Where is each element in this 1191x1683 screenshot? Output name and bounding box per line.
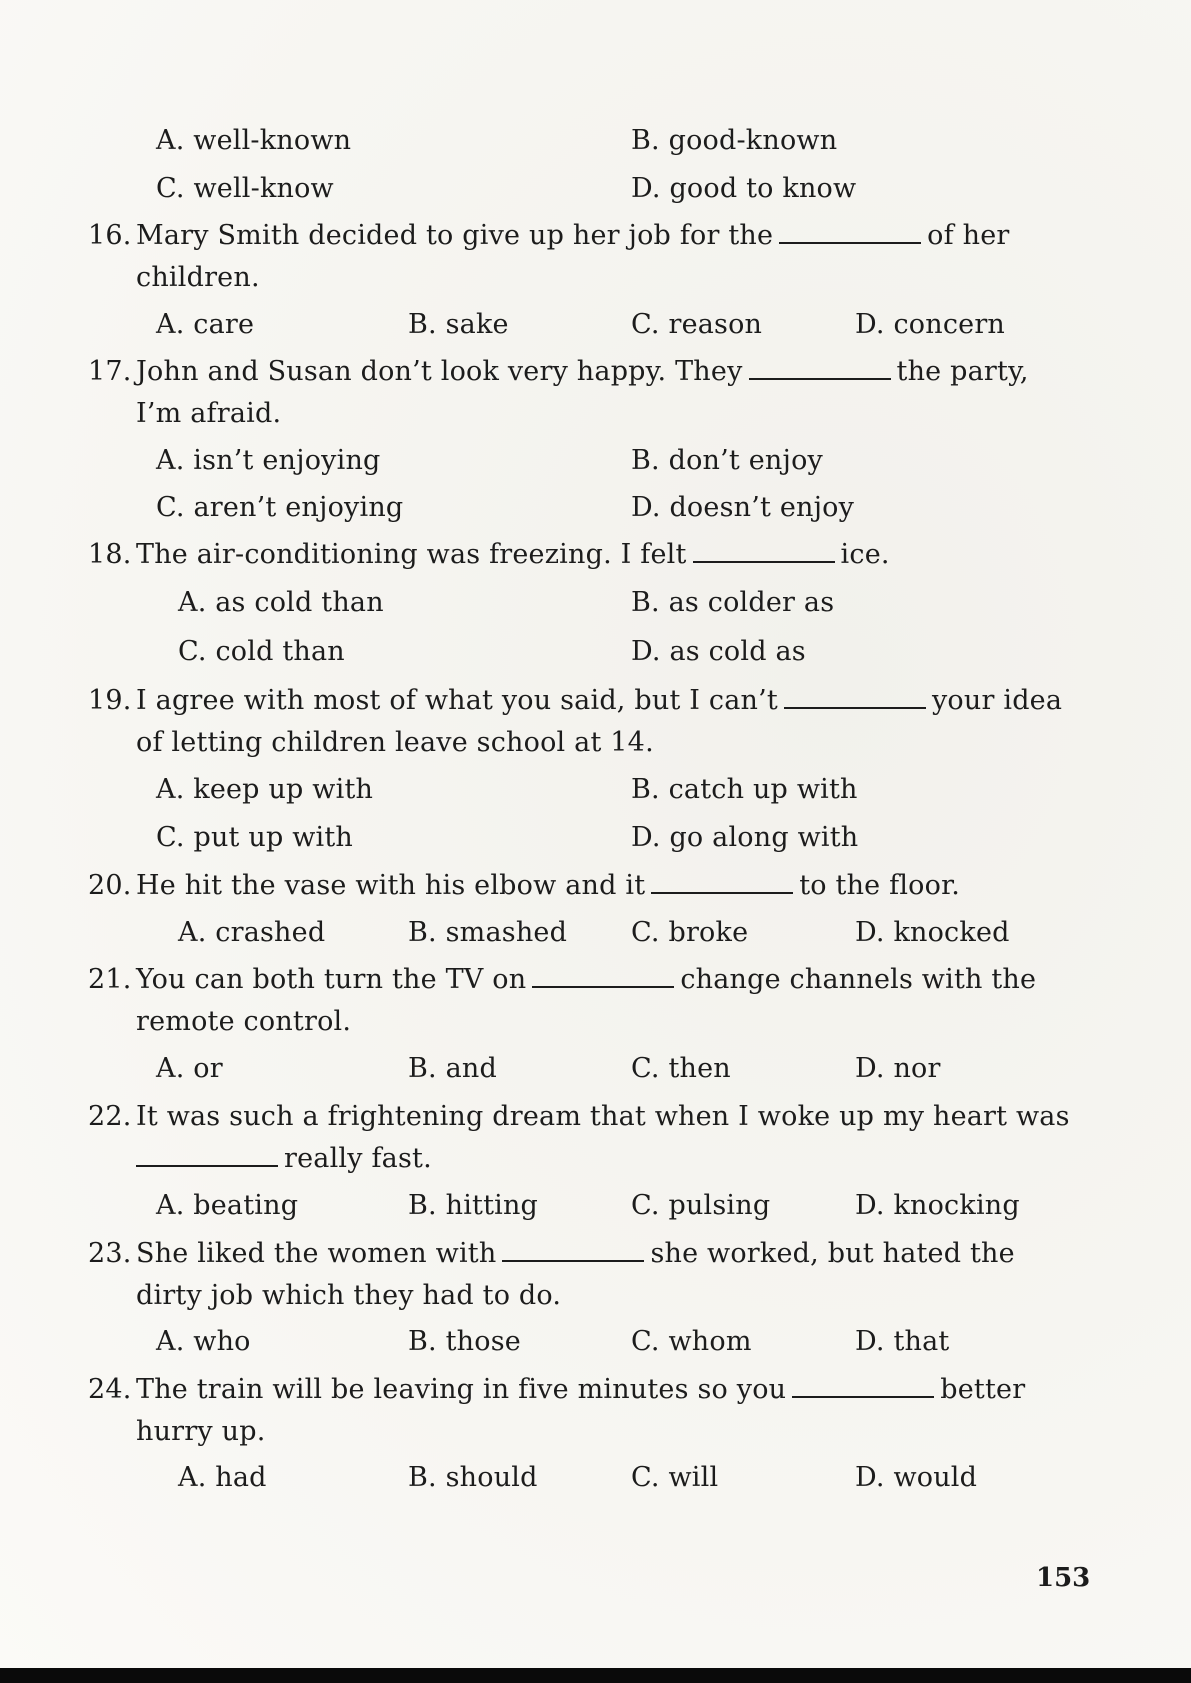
q16-option-d: D. concern xyxy=(855,309,1006,340)
q21-option-b: B. and xyxy=(408,1053,497,1084)
answer-blank xyxy=(502,1236,644,1262)
q15-option-c: C. well-know xyxy=(156,173,334,204)
q22-option-a: A. beating xyxy=(156,1190,299,1221)
q23-option-c: C. whom xyxy=(631,1326,752,1357)
question-text: He hit the vase with his elbow and it xyxy=(136,870,646,901)
question-number: 24. xyxy=(88,1374,132,1405)
scan-edge-bar xyxy=(0,1668,1191,1683)
question-18-line1 xyxy=(88,537,890,573)
question-text: really fast. xyxy=(284,1143,432,1174)
answer-blank xyxy=(779,218,921,244)
question-text: the party, xyxy=(896,356,1029,387)
question-24-line2: hurry up. xyxy=(136,1416,266,1447)
q16-option-c: C. reason xyxy=(631,309,763,340)
q18-option-d: D. as cold as xyxy=(631,636,806,667)
q21-option-a: A. or xyxy=(156,1053,223,1084)
question-22-line1 xyxy=(88,1099,1070,1135)
question-text: better xyxy=(940,1374,1026,1405)
question-21-line1 xyxy=(88,962,1036,998)
q23-option-a: A. who xyxy=(156,1326,251,1357)
question-number: 22. xyxy=(88,1101,132,1132)
q22-option-b: B. hitting xyxy=(408,1190,539,1221)
question-text: John and Susan don’t look very happy. They xyxy=(136,356,743,387)
q15-option-d: D. good to know xyxy=(631,173,857,204)
q24-option-c: C. will xyxy=(631,1462,719,1493)
question-23-line1 xyxy=(88,1236,1015,1272)
answer-blank xyxy=(136,1141,278,1167)
q24-option-b: B. should xyxy=(408,1462,538,1493)
q19-option-b: B. catch up with xyxy=(631,774,858,805)
question-number: 17. xyxy=(88,356,132,387)
question-number: 18. xyxy=(88,539,132,570)
question-text: The air-conditioning was freezing. I felt xyxy=(136,539,687,570)
answer-blank xyxy=(749,354,891,380)
q19-option-a: A. keep up with xyxy=(156,774,374,805)
q18-option-a: A. as cold than xyxy=(178,587,384,618)
q24-option-d: D. would xyxy=(855,1462,978,1493)
question-text: of her xyxy=(927,220,1010,251)
question-number: 16. xyxy=(88,220,132,251)
question-number: 20. xyxy=(88,870,132,901)
q15-option-b: B. good-known xyxy=(631,125,838,156)
q20-option-d: D. knocked xyxy=(855,917,1010,948)
q18-option-b: B. as colder as xyxy=(631,587,835,618)
question-20-line1 xyxy=(88,868,960,904)
answer-blank xyxy=(532,962,674,988)
q17-option-c: C. aren’t enjoying xyxy=(156,492,404,523)
q23-option-b: B. those xyxy=(408,1326,521,1357)
question-16-line1 xyxy=(88,218,1009,254)
answer-blank xyxy=(693,537,835,563)
question-text: your idea xyxy=(931,685,1063,716)
q15-option-a: A. well-known xyxy=(156,125,352,156)
q17-option-b: B. don’t enjoy xyxy=(631,445,823,476)
answer-blank xyxy=(784,683,926,709)
q19-option-d: D. go along with xyxy=(631,822,859,853)
answer-blank xyxy=(651,868,793,894)
q16-option-b: B. sake xyxy=(408,309,509,340)
question-text: ice. xyxy=(840,539,890,570)
q19-option-c: C. put up with xyxy=(156,822,354,853)
question-number: 21. xyxy=(88,964,132,995)
question-16-line2: children. xyxy=(136,262,260,293)
q18-option-c: C. cold than xyxy=(178,636,345,667)
question-21-line2: remote control. xyxy=(136,1006,352,1037)
q20-option-a: A. crashed xyxy=(178,917,326,948)
question-text: Mary Smith decided to give up her job for the xyxy=(136,220,774,251)
question-19-line1 xyxy=(88,683,1062,719)
question-text: she worked, but hated the xyxy=(650,1238,1015,1269)
q17-option-a: A. isn’t enjoying xyxy=(156,445,381,476)
question-23-line2: dirty job which they had to do. xyxy=(136,1280,562,1311)
question-text: The train will be leaving in five minutes so you xyxy=(136,1374,787,1405)
q22-option-c: C. pulsing xyxy=(631,1190,771,1221)
question-number: 23. xyxy=(88,1238,132,1269)
q17-option-d: D. doesn’t enjoy xyxy=(631,492,855,523)
question-number: 19. xyxy=(88,685,132,716)
question-text: I agree with most of what you said, but I can’t xyxy=(136,685,778,716)
q21-option-c: C. then xyxy=(631,1053,731,1084)
q22-option-d: D. knocking xyxy=(855,1190,1020,1221)
question-text: You can both turn the TV on xyxy=(136,964,527,995)
page-number: 153 xyxy=(1036,1563,1091,1593)
q16-option-a: A. care xyxy=(156,309,255,340)
q24-option-a: A. had xyxy=(178,1462,267,1493)
question-text: It was such a frightening dream that when I woke up my heart was xyxy=(136,1101,1070,1132)
question-19-line2: of letting children leave school at 14. xyxy=(136,727,654,758)
q23-option-d: D. that xyxy=(855,1326,950,1357)
question-24-line1 xyxy=(88,1372,1025,1408)
answer-blank xyxy=(792,1372,934,1398)
q20-option-b: B. smashed xyxy=(408,917,568,948)
question-17-line1 xyxy=(88,354,1029,390)
question-text: She liked the women with xyxy=(136,1238,497,1269)
question-text: change channels with the xyxy=(680,964,1037,995)
q21-option-d: D. nor xyxy=(855,1053,941,1084)
question-text: to the floor. xyxy=(799,870,961,901)
q20-option-c: C. broke xyxy=(631,917,749,948)
question-22-line2 xyxy=(136,1141,432,1177)
question-17-line2: I’m afraid. xyxy=(136,398,282,429)
